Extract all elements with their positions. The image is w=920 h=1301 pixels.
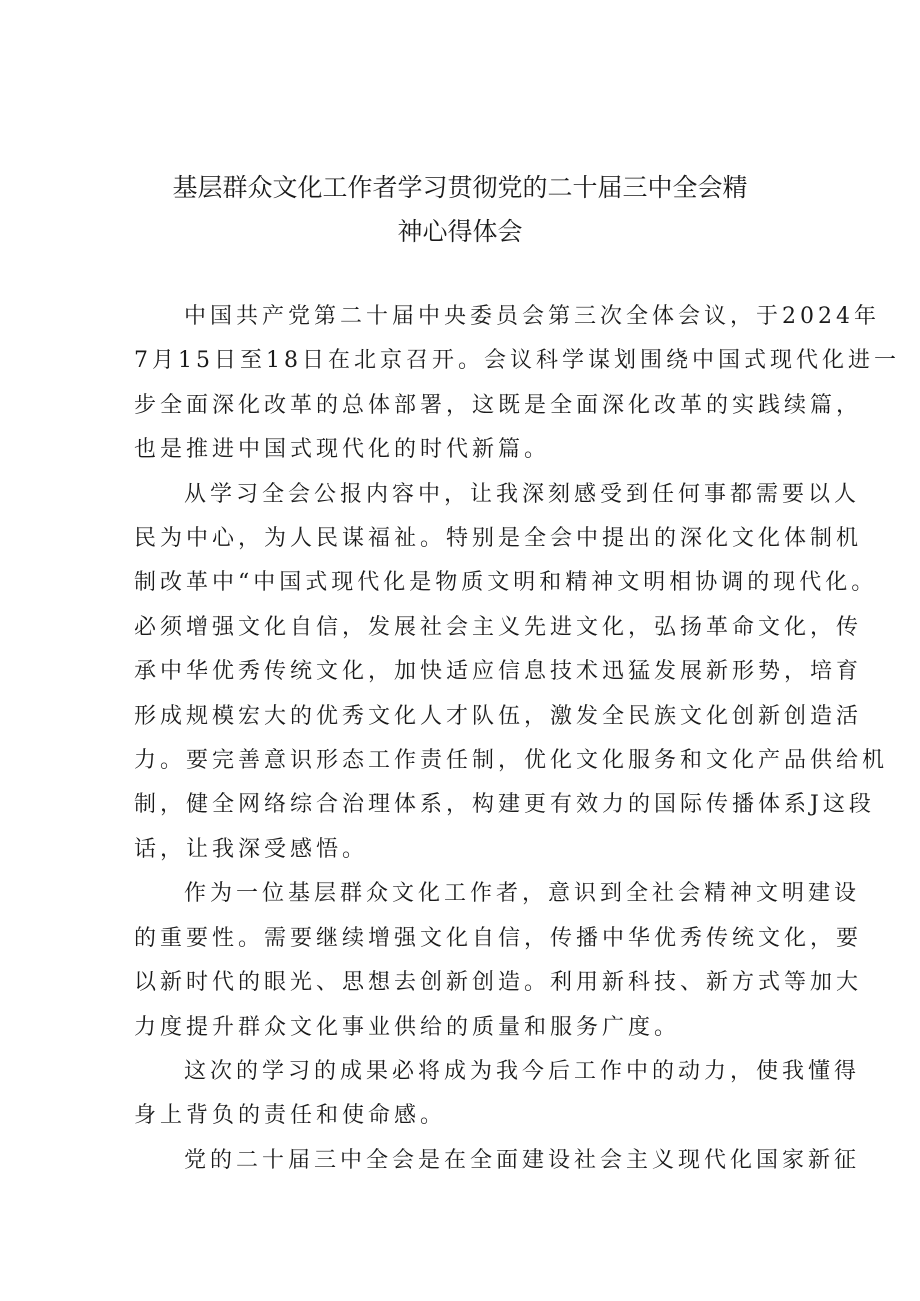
text-line: 党的二十届三中全会是在全面建设社会主义现代化国家新征	[184, 1147, 861, 1173]
text-line: 步全面深化改革的总体部署，这既是全面深化改革的实践续篇，	[134, 392, 863, 418]
text-line: 的重要性。需要继续增强文化自信，传播中华优秀传统文化，要	[134, 925, 863, 951]
text-line: 制改革中“中国式现代化是物质文明和精神文明相协调的现代化。	[134, 570, 878, 596]
paragraph-1	[134, 295, 900, 473]
text-line: 必须增强文化自信，发展社会主义先进文化，弘扬革命文化，传	[134, 614, 863, 640]
paragraph-4	[134, 1050, 861, 1139]
document-body	[134, 295, 900, 1183]
text-line: 从学习全会公报内容中，让我深刻感受到任何事都需要以人	[184, 481, 861, 507]
text-line: 作为一位基层群众文化工作者，意识到全社会精神文明建设	[184, 881, 861, 907]
text-line: 承中华优秀传统文化，加快适应信息技术迅猛发展新形势，培育	[134, 659, 863, 685]
text-line: 形成规模宏大的优秀文化人才队伍，激发全民族文化创新创造活	[134, 703, 863, 729]
text-line: 中国共产党第二十届中央委员会第三次全体会议，于2024年	[184, 304, 880, 329]
text-line: 7月15日至18日在北京召开。会议科学谋划围绕中国式现代化进一	[134, 348, 900, 374]
text-line: 也是推进中国式现代化的时代新篇。	[134, 437, 551, 463]
text-line: 制，健全网络综合治理体系，构建更有效力的国际传播体系J这段	[134, 792, 875, 818]
text-line: 力度提升群众文化事业供给的质量和服务广度。	[134, 1014, 681, 1040]
text-line: 话，让我深受感悟。	[134, 836, 369, 862]
text-line: 身上背负的责任和使命感。	[134, 1103, 447, 1129]
paragraph-3	[134, 872, 863, 1050]
paragraph-2	[134, 473, 889, 873]
text-line: 力。要完善意识形态工作责任制，优化文化服务和文化产品供给机	[134, 748, 889, 774]
title-line: 神心得体会	[397, 217, 523, 246]
text-line: 这次的学习的成果必将成为我今后工作中的动力，使我懂得	[184, 1058, 861, 1084]
document-title	[160, 166, 760, 254]
text-line: 以新时代的眼光、思想去创新创造。利用新科技、新方式等加大	[134, 970, 863, 996]
text-line: 民为中心，为人民谋福祉。特别是全会中提出的深化文化体制机	[134, 526, 863, 552]
title-line: 基层群众文化工作者学习贯彻党的二十届三中全会精	[172, 173, 748, 202]
paragraph-5	[134, 1139, 861, 1183]
